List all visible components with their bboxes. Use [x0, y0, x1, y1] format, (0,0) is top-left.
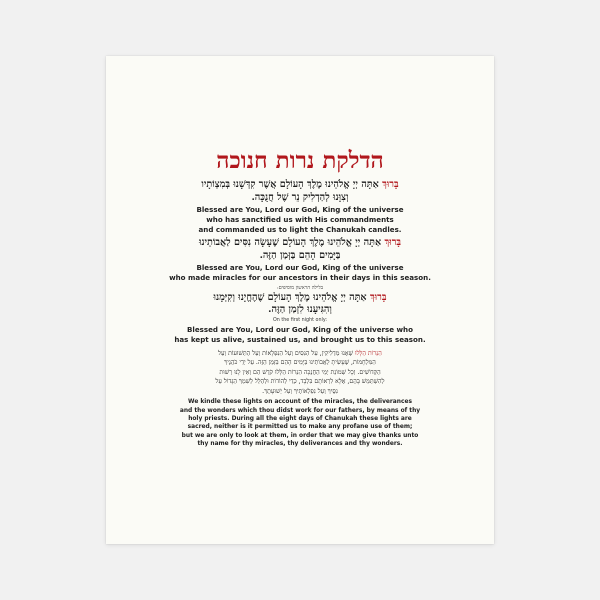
blessing-3-hebrew-note: בלילה הראשון מוסיפים: [276, 285, 323, 291]
blessing-1-hebrew-line-2: וְצִוָּנוּ לְהַדְלִיק נֵר שֶׁל חֲנֻכָּה. [251, 191, 349, 203]
blessing-2-english-line: Blessed are You, Lord our God, King of the universe [196, 263, 404, 272]
blessing-3-english-line: has kept us alive, sustained us, and brought us to this season. [174, 334, 426, 344]
blessing-1-hebrew-line-1 [132, 179, 468, 192]
blessing-1-first-word: בָּרוּךְ [382, 179, 399, 190]
haneirot-english-line: holy priests. During all the eight days of Chanukah these lights are [188, 416, 412, 423]
haneirot-english-line: thy name for thy miracles, thy deliverances and thy wonders. [197, 440, 403, 447]
blessing-2 [132, 237, 468, 283]
haneirot-english [136, 398, 464, 448]
blessing-3 [132, 285, 468, 345]
blessing-1-english-line: who has sanctified us with His commandments [206, 215, 394, 224]
haneirot-english-line: but we are only to look at them, in order that we may give thanks unto [181, 432, 419, 439]
haneirot-hebrew-line: לְהִשְׁתַּמֵּשׁ בָּהֶם, אֶלָּא לִרְאוֹתָם בִּלְבָד, כְּדֵי לְהוֹדוֹת וּלְהַלֵּל לְשִׁמְךָ הַגָּדוֹל עַל [215, 378, 385, 386]
blessing-3-hebrew-line-1 [132, 292, 468, 305]
haneirot-hebrew [140, 349, 460, 397]
print-content [132, 147, 468, 448]
art-print-paper [106, 56, 494, 544]
page-title: הדלקת נרות חנוכה [216, 147, 384, 174]
blessing-2-english-line: who made miracles for our ancestors in their days in this season. [169, 273, 431, 282]
haneirot-hebrew-line-1-rest: שֶׁאָנוּ מַדְלִיקִין, עַל הַנִּסִּים וְעַל הַנִּפְלָאוֹת וְעַל הַתְּשׁוּעוֹת וְעַל [218, 349, 354, 357]
haneirot-english-line: We kindle these lights on account of the miracles, the deliverances [188, 399, 412, 406]
blessing-2-first-word: בָּרוּךְ [384, 237, 402, 248]
blessing-3-english [132, 325, 468, 345]
blessing-3-hebrew-line-2: וְהִגִּיעָנוּ לִזְמַן הַזֶּה. [268, 304, 332, 315]
blessing-1-hebrew-line-1-rest: אַתָּה יְיָ אֱלֹהֵינוּ מֶלֶךְ הָעוֹלָם אֲשֶׁר קִדְּשָׁנוּ בְּמִצְוֹתָיו [201, 179, 379, 190]
haneirot-hebrew-line: הַמִּלְחָמוֹת, שֶׁעָשִׂיתָ לַאֲבוֹתֵינוּ בַּיָּמִים הָהֵם בַּזְּמַן הַזֶּה. עַל יְדֵי כֹּהֲנֶיךָ [224, 359, 376, 367]
blessing-1-english-line: Blessed are You, Lord our God, King of the universe [196, 205, 404, 214]
haneirot-hebrew-line: הַקְּדוֹשִׁים. וְכָל שְׁמוֹנַת יְמֵי הַחֲנֻכָּה הַנֵּרוֹת הַלָּלוּ קֹדֶשׁ הֵם וְאֵין לָנוּ רְשׁוּת [219, 368, 381, 376]
haneirot-english-line: sacred, neither is it permitted us to make any profane use of them; [187, 424, 413, 431]
blessing-1-hebrew [132, 179, 468, 204]
blessing-3-hebrew [132, 292, 468, 317]
haneirot-hebrew-line: נִסֶּיךָ וְעַל נִפְלְאוֹתֶיךָ וְעַל יְשׁוּעָתֶךָ. [262, 387, 338, 395]
blessing-1 [132, 179, 468, 235]
blessing-1-english [132, 205, 468, 235]
blessing-2-hebrew-line-1 [132, 237, 468, 250]
haneirot-english-line: and the wonders which thou didst work for our fathers, by means of thy [179, 407, 421, 414]
blessing-3-hebrew-line-1-rest: אַתָּה יְיָ אֱלֹהֵינוּ מֶלֶךְ הָעוֹלָם שֶׁהֶחֱיָנוּ וְקִיְּמָנוּ [213, 291, 367, 303]
blessing-2-hebrew-line-1-rest: אַתָּה יְיָ אֱלֹהֵינוּ מֶלֶךְ הָעוֹלָם שֶׁעָשָׂה נִסִּים לַאֲבוֹתֵינוּ [198, 237, 382, 248]
blessing-2-hebrew-line-2: בַּיָּמִים הָהֵם בַּזְּמַן הַזֶּה. [259, 249, 341, 261]
blessing-1-english-line: and commanded us to light the Chanukah candles. [198, 225, 402, 234]
blessing-2-hebrew [132, 237, 468, 262]
blessing-3-first-word: בָּרוּךְ [369, 291, 387, 303]
blessing-3-english-note: On the first night only: [273, 317, 327, 323]
haneirot-halalu [132, 349, 468, 449]
blessing-2-english [132, 263, 468, 283]
blessing-3-english-line: Blessed are You, Lord our God, King of the universe who [187, 324, 413, 334]
haneirot-first-words: הַנֵּרוֹת הַלָּלוּ [355, 349, 382, 357]
haneirot-hebrew-line-1 [140, 349, 460, 359]
